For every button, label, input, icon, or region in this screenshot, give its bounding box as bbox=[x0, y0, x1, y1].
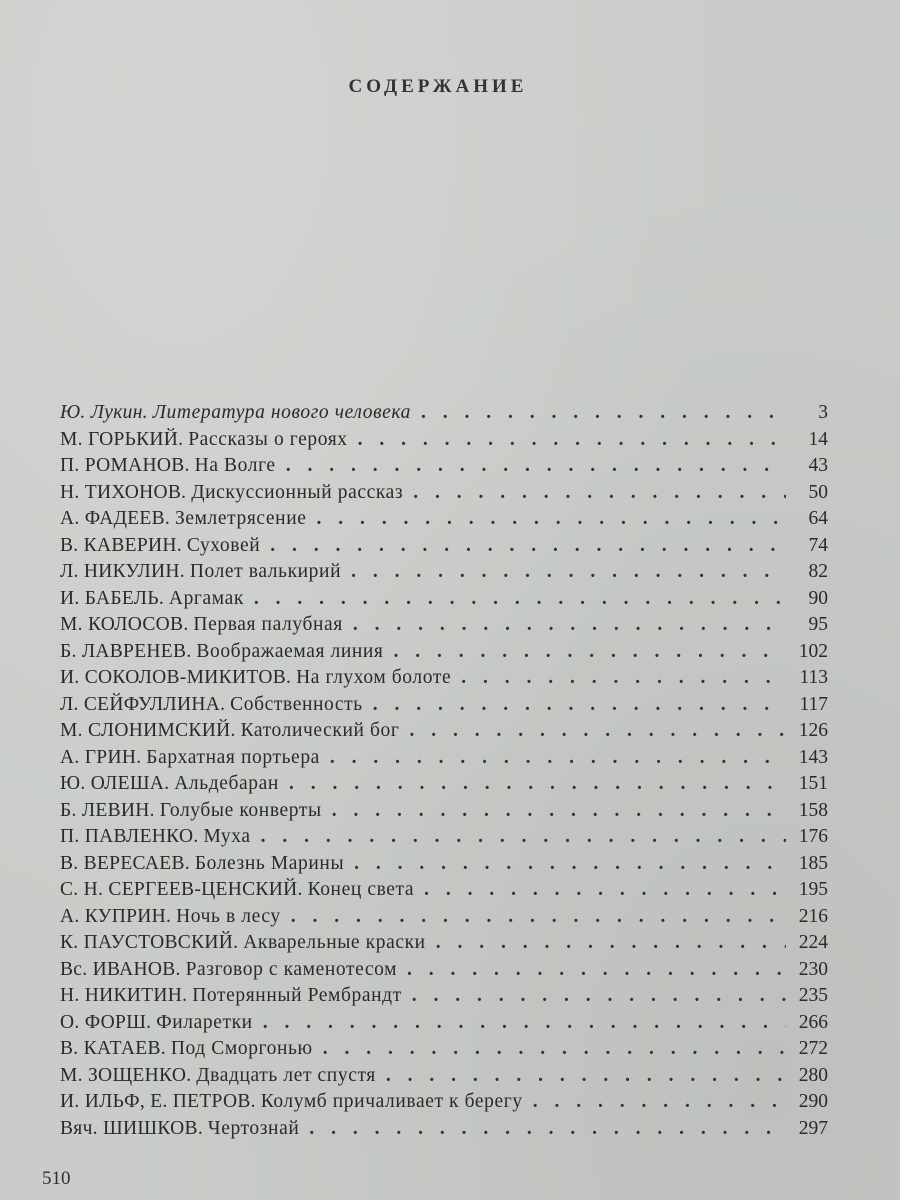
toc-work-title: Разговор с каменотесом bbox=[185, 958, 398, 980]
toc-work-title: Ночь в лесу bbox=[176, 905, 281, 927]
toc-dot-leader bbox=[332, 798, 786, 825]
toc-dot-leader bbox=[424, 877, 786, 904]
toc-dot-leader bbox=[351, 559, 786, 586]
toc-work-title: Собственность bbox=[230, 693, 363, 715]
toc-page-number: 14 bbox=[808, 428, 828, 450]
toc-page-number: 143 bbox=[798, 746, 828, 768]
toc-dot-leader bbox=[373, 692, 786, 719]
toc-entry bbox=[60, 957, 828, 984]
toc-page-number: 266 bbox=[798, 1011, 828, 1033]
toc-entry bbox=[60, 824, 828, 851]
toc-work-title: Суховей bbox=[186, 534, 261, 556]
toc-entry bbox=[60, 904, 828, 931]
toc-author: И. БАБЕЛЬ. bbox=[60, 587, 165, 609]
toc-work-title: Филаретки bbox=[156, 1011, 253, 1033]
page-title: СОДЕРЖАНИЕ bbox=[348, 76, 528, 97]
toc-author: Ю. Лукин. bbox=[60, 402, 148, 423]
toc-entry bbox=[60, 533, 828, 560]
toc-author: Вяч. ШИШКОВ. bbox=[60, 1117, 204, 1139]
toc-dot-leader bbox=[254, 586, 786, 613]
toc-entry bbox=[60, 639, 828, 666]
toc-entry bbox=[60, 1116, 828, 1143]
toc-page-number: 113 bbox=[799, 667, 828, 688]
toc-author: М. ЗОЩЕНКО. bbox=[60, 1064, 192, 1086]
toc-dot-leader bbox=[436, 930, 786, 957]
toc-dot-leader bbox=[533, 1089, 786, 1116]
toc-entry bbox=[60, 718, 828, 745]
toc-work-title: Землетрясение bbox=[174, 508, 307, 529]
toc-work-title: Воображаемая линия bbox=[196, 640, 384, 662]
toc-entry bbox=[60, 427, 828, 454]
toc-entry bbox=[60, 798, 828, 825]
toc-work-title: На глухом болоте bbox=[296, 667, 452, 688]
toc-page-number: 224 bbox=[798, 932, 828, 953]
table-of-contents bbox=[60, 400, 828, 1142]
toc-page-number: 50 bbox=[808, 481, 828, 503]
toc-page-number: 297 bbox=[798, 1117, 828, 1139]
toc-author: Б. ЛЕВИН. bbox=[60, 799, 155, 821]
toc-entry bbox=[60, 665, 828, 692]
toc-work-title: Голубые конверты bbox=[159, 799, 322, 821]
toc-author: М. ГОРЬКИЙ. bbox=[60, 428, 184, 450]
toc-author: Н. НИКИТИН. bbox=[60, 985, 188, 1006]
toc-work-title: Литература нового человека bbox=[152, 402, 411, 423]
toc-author: В. КАТАЕВ. bbox=[60, 1038, 166, 1059]
toc-page-number: 280 bbox=[798, 1064, 828, 1086]
toc-author: Б. ЛАВРЕНЕВ. bbox=[60, 640, 192, 662]
toc-entry bbox=[60, 453, 828, 480]
toc-work-title: Муха bbox=[203, 826, 251, 847]
toc-work-title: Полет валькирий bbox=[189, 561, 342, 582]
toc-dot-leader bbox=[358, 427, 786, 454]
toc-dot-leader bbox=[353, 612, 786, 639]
toc-page-number: 216 bbox=[798, 905, 828, 927]
toc-entry bbox=[60, 506, 828, 533]
toc-work-title: Альдебаран bbox=[174, 773, 279, 794]
toc-page-number: 64 bbox=[808, 508, 828, 529]
toc-entry bbox=[60, 559, 828, 586]
toc-author: А. ГРИН. bbox=[60, 746, 142, 768]
toc-work-title: На Волге bbox=[194, 455, 276, 476]
toc-author: М. КОЛОСОВ. bbox=[60, 614, 189, 635]
toc-page-number: 230 bbox=[798, 958, 828, 980]
toc-dot-leader bbox=[309, 1116, 786, 1143]
toc-work-title: Чертознай bbox=[207, 1117, 300, 1139]
toc-author: В. ВЕРЕСАЕВ. bbox=[60, 852, 190, 874]
toc-entry bbox=[60, 400, 828, 427]
toc-page-number: 74 bbox=[808, 534, 828, 556]
toc-entry bbox=[60, 1063, 828, 1090]
toc-page-number: 95 bbox=[808, 614, 828, 635]
toc-author: И. ИЛЬФ, Е. ПЕТРОВ. bbox=[60, 1091, 256, 1112]
toc-author: В. КАВЕРИН. bbox=[60, 534, 182, 556]
toc-work-title: Колумб причаливает к берегу bbox=[260, 1091, 523, 1112]
toc-dot-leader bbox=[386, 1063, 786, 1090]
toc-page-number: 126 bbox=[798, 720, 828, 741]
toc-entry bbox=[60, 1089, 828, 1116]
toc-work-title: Двадцать лет спустя bbox=[196, 1064, 376, 1086]
toc-dot-leader bbox=[291, 904, 786, 931]
toc-author: А. КУПРИН. bbox=[60, 905, 172, 927]
toc-author: И. СОКОЛОВ-МИКИТОВ. bbox=[60, 667, 292, 688]
toc-entry bbox=[60, 877, 828, 904]
toc-page-number: 90 bbox=[808, 587, 828, 609]
toc-dot-leader bbox=[461, 665, 786, 692]
toc-dot-leader bbox=[286, 453, 786, 480]
toc-dot-leader bbox=[412, 983, 786, 1010]
toc-page-number: 82 bbox=[808, 561, 828, 582]
toc-work-title: Рассказы о героях bbox=[188, 428, 348, 450]
toc-entry bbox=[60, 771, 828, 798]
toc-author: Н. ТИХОНОВ. bbox=[60, 481, 187, 503]
toc-author: Вс. ИВАНОВ. bbox=[60, 958, 181, 980]
toc-page-number: 195 bbox=[798, 879, 828, 900]
toc-dot-leader bbox=[263, 1010, 786, 1037]
toc-entry bbox=[60, 930, 828, 957]
toc-author: А. ФАДЕЕВ. bbox=[60, 508, 171, 529]
toc-dot-leader bbox=[330, 745, 786, 772]
toc-work-title: Акварельные краски bbox=[243, 932, 426, 953]
toc-page-number: 117 bbox=[799, 693, 828, 715]
toc-dot-leader bbox=[409, 718, 786, 745]
toc-work-title: Дискуссионный рассказ bbox=[191, 481, 404, 503]
toc-dot-leader bbox=[407, 957, 786, 984]
toc-entry bbox=[60, 1010, 828, 1037]
toc-dot-leader bbox=[289, 771, 786, 798]
toc-page-number: 151 bbox=[798, 773, 828, 794]
toc-entry bbox=[60, 586, 828, 613]
toc-dot-leader bbox=[421, 400, 786, 427]
toc-author: М. СЛОНИМСКИЙ. bbox=[60, 720, 236, 741]
toc-author: С. Н. СЕРГЕЕВ-ЦЕНСКИЙ. bbox=[60, 879, 303, 900]
page-number: 510 bbox=[42, 1168, 71, 1189]
toc-page-number: 43 bbox=[808, 455, 828, 476]
toc-entry bbox=[60, 612, 828, 639]
toc-work-title: Конец света bbox=[307, 879, 415, 900]
toc-page-number: 3 bbox=[818, 402, 828, 423]
toc-work-title: Аргамак bbox=[168, 587, 244, 609]
toc-dot-leader bbox=[270, 533, 786, 560]
toc-work-title: Первая палубная bbox=[193, 614, 343, 635]
toc-entry bbox=[60, 480, 828, 507]
toc-entry bbox=[60, 1036, 828, 1063]
toc-dot-leader bbox=[317, 506, 787, 533]
toc-author: К. ПАУСТОВСКИЙ. bbox=[60, 932, 239, 953]
toc-page-number: 235 bbox=[798, 985, 828, 1006]
toc-page-number: 272 bbox=[798, 1038, 828, 1059]
toc-dot-leader bbox=[261, 824, 786, 851]
toc-entry bbox=[60, 745, 828, 772]
toc-dot-leader bbox=[323, 1036, 786, 1063]
toc-page-number: 158 bbox=[798, 799, 828, 821]
toc-work-title: Бархатная портьера bbox=[146, 746, 320, 768]
toc-author: Л. НИКУЛИН. bbox=[60, 561, 185, 582]
toc-dot-leader bbox=[394, 639, 786, 666]
toc-page-number: 290 bbox=[798, 1091, 828, 1112]
toc-author: Ю. ОЛЕША. bbox=[60, 773, 170, 794]
toc-author: П. РОМАНОВ. bbox=[60, 455, 190, 476]
toc-work-title: Католический бог bbox=[240, 720, 400, 741]
toc-entry bbox=[60, 983, 828, 1010]
toc-page-number: 176 bbox=[798, 826, 828, 847]
toc-entry bbox=[60, 851, 828, 878]
toc-entry bbox=[60, 692, 828, 719]
toc-dot-leader bbox=[354, 851, 786, 878]
toc-author: Л. СЕЙФУЛЛИНА. bbox=[60, 693, 226, 715]
toc-work-title: Потерянный Рембрандт bbox=[192, 985, 402, 1006]
toc-author: О. ФОРШ. bbox=[60, 1011, 152, 1033]
toc-page-number: 185 bbox=[798, 852, 828, 874]
toc-page-number: 102 bbox=[798, 640, 828, 662]
toc-author: П. ПАВЛЕНКО. bbox=[60, 826, 199, 847]
toc-work-title: Под Сморгонью bbox=[170, 1038, 313, 1059]
toc-work-title: Болезнь Марины bbox=[194, 852, 345, 874]
toc-dot-leader bbox=[413, 480, 786, 507]
